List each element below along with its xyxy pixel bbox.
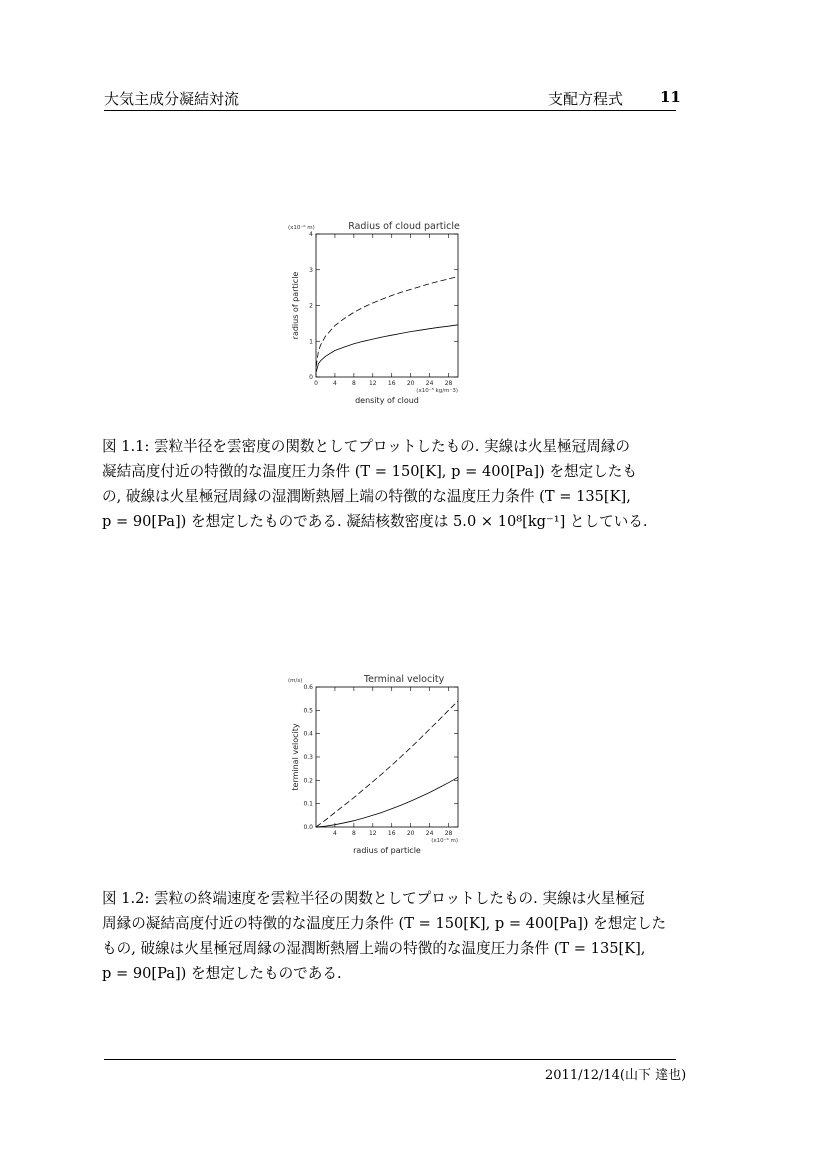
plot-frame — [316, 234, 458, 377]
caption-line: 図 1.1: 雲粒半径を雲密度の関数としてプロットしたもの. 実線は火星極冠周縁の — [102, 438, 630, 455]
y-tick-label: 0.0 — [303, 824, 313, 831]
x-tick-label: 28 — [444, 380, 453, 387]
caption-line: 周縁の凝結高度付近の特徴的な温度圧力条件 (T = 150[K], p = 400[Pa]) を想定した — [102, 915, 667, 932]
x-tick-label: 16 — [387, 830, 396, 837]
y-axis-label: terminal velocity — [291, 723, 300, 791]
dashed-series-line — [316, 277, 458, 367]
y-tick-label: 0.1 — [303, 800, 313, 808]
y-tick-label: 2 — [309, 302, 313, 310]
chart-title: Terminal velocity — [363, 674, 445, 685]
x-tick-label: 4 — [333, 830, 337, 837]
y-tick-label: 0 — [309, 374, 313, 381]
x-tick-label: 8 — [351, 380, 356, 387]
y-tick-label: 0.6 — [303, 684, 313, 691]
caption-line: 図 1.2: 雲粒の終端速度を雲粒半径の関数としてプロットしたもの. 実線は火星極冠 — [102, 890, 645, 907]
running-header-section: 支配方程式 — [548, 90, 624, 108]
x-tick-label: 0 — [314, 380, 318, 387]
y-tick-label: 0.3 — [303, 754, 313, 761]
solid-series-line — [316, 777, 458, 827]
footer-date-author: 2011/12/14(山下 達也) — [545, 1068, 687, 1083]
page-number: 11 — [660, 88, 681, 106]
x-axis-label: density of cloud — [355, 396, 419, 405]
figure-2-caption — [102, 886, 680, 986]
solid-series-line — [316, 325, 458, 372]
caption-line: 凝結高度付近の特徴的な温度圧力条件 (T = 150[K], p = 400[Pa]) を想定したも — [102, 463, 637, 480]
chart-title: Radius of cloud particle — [348, 221, 460, 232]
x-tick-label: 24 — [425, 380, 434, 387]
y-tick-label: 0.5 — [303, 707, 313, 715]
running-header-title: 大気主成分凝結対流 — [104, 90, 240, 108]
figure-1-caption — [102, 434, 680, 534]
y-unit-label: (x10⁻⁶ m) — [288, 225, 315, 231]
header-rule — [104, 110, 676, 111]
y-tick-label: 3 — [309, 266, 313, 274]
y-tick-label: 0.4 — [303, 730, 313, 738]
x-tick-label: 8 — [351, 830, 356, 837]
caption-line: p = 90[Pa]) を想定したものである. 凝結核数密度は 5.0 × 10⁸[kg⁻¹] としている. — [102, 513, 648, 530]
x-tick-label: 4 — [333, 380, 337, 387]
caption-line: の, 破線は火星極冠周縁の湿潤断熱層上端の特徴的な温度圧力条件 (T = 135[K], — [102, 488, 631, 505]
x-axis-label: radius of particle — [353, 846, 421, 855]
x-tick-label: 20 — [406, 830, 415, 837]
figure-2-chart — [270, 665, 480, 865]
caption-line: p = 90[Pa]) を想定したものである. — [102, 965, 342, 982]
y-tick-label: 4 — [309, 231, 313, 238]
plot-frame — [316, 687, 458, 827]
x-tick-label: 12 — [368, 830, 377, 837]
dashed-series-line — [316, 701, 458, 827]
x-unit-label: (x10⁻⁶ m) — [431, 838, 458, 844]
figure-1-chart — [270, 212, 480, 412]
x-tick-label: 12 — [368, 380, 377, 387]
y-tick-label: 1 — [309, 338, 313, 346]
x-unit-label: (x10⁻⁵ kg/m⁻3) — [416, 388, 458, 394]
y-unit-label: (m/s) — [288, 678, 303, 684]
x-tick-label: 28 — [444, 830, 453, 837]
caption-line: もの, 破線は火星極冠周縁の湿潤断熱層上端の特徴的な温度圧力条件 (T = 135[K], — [102, 940, 646, 957]
x-tick-label: 24 — [425, 830, 434, 837]
footer-rule — [104, 1059, 676, 1060]
x-tick-label: 20 — [406, 380, 415, 387]
y-tick-label: 0.2 — [303, 777, 313, 785]
x-tick-label: 16 — [387, 380, 396, 387]
y-axis-label: radius of particle — [291, 271, 300, 340]
